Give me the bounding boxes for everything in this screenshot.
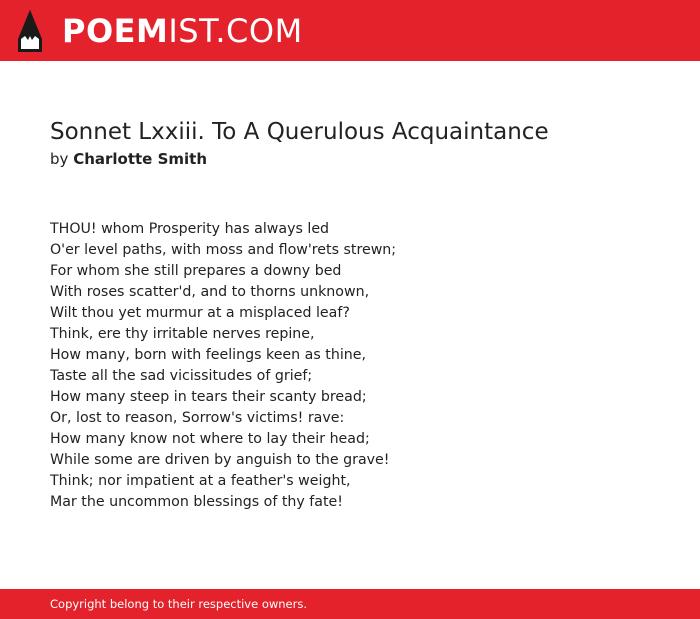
poem-line: O'er level paths, with moss and flow'rets strewn; xyxy=(50,242,397,258)
brand-name-domain: IST.COM xyxy=(168,12,303,50)
poem-line: Mar the uncommon blessings of thy fate! xyxy=(50,494,343,510)
pencil-icon xyxy=(17,9,43,53)
poem-line: How many know not where to lay their head; xyxy=(50,431,370,447)
site-footer xyxy=(0,589,700,619)
poem-line: How many, born with feelings keen as thine, xyxy=(50,347,366,363)
poem-line: How many steep in tears their scanty bread; xyxy=(50,389,367,405)
poem-line: For whom she still prepares a downy bed xyxy=(50,263,342,279)
author-link[interactable]: Charlotte Smith xyxy=(73,150,208,168)
site-logo-link[interactable] xyxy=(62,11,303,51)
poem-line: While some are driven by anguish to the grave! xyxy=(50,452,390,468)
poem-line: Think; nor impatient at a feather's weight, xyxy=(50,473,351,489)
copyright-notice: Copyright belong to their respective owners. xyxy=(50,597,308,611)
brand-name-bold: POEM xyxy=(62,12,169,50)
poem-line: THOU! whom Prosperity has always led xyxy=(50,221,330,237)
poem-line: With roses scatter'd, and to thorns unknown, xyxy=(50,284,370,300)
site-header xyxy=(0,0,700,61)
poem-line: Wilt thou yet murmur at a misplaced leaf? xyxy=(50,305,350,321)
poem-body xyxy=(50,219,396,513)
by-label: by xyxy=(50,150,69,168)
poem-line: Think, ere thy irritable nerves repine, xyxy=(50,326,315,342)
poem-title: Sonnet Lxxiii. To A Querulous Acquaintance xyxy=(50,119,549,145)
byline xyxy=(50,149,207,169)
poem-line: Or, lost to reason, Sorrow's victims! rave: xyxy=(50,410,345,426)
poem-line: Taste all the sad vicissitudes of grief; xyxy=(50,368,313,384)
